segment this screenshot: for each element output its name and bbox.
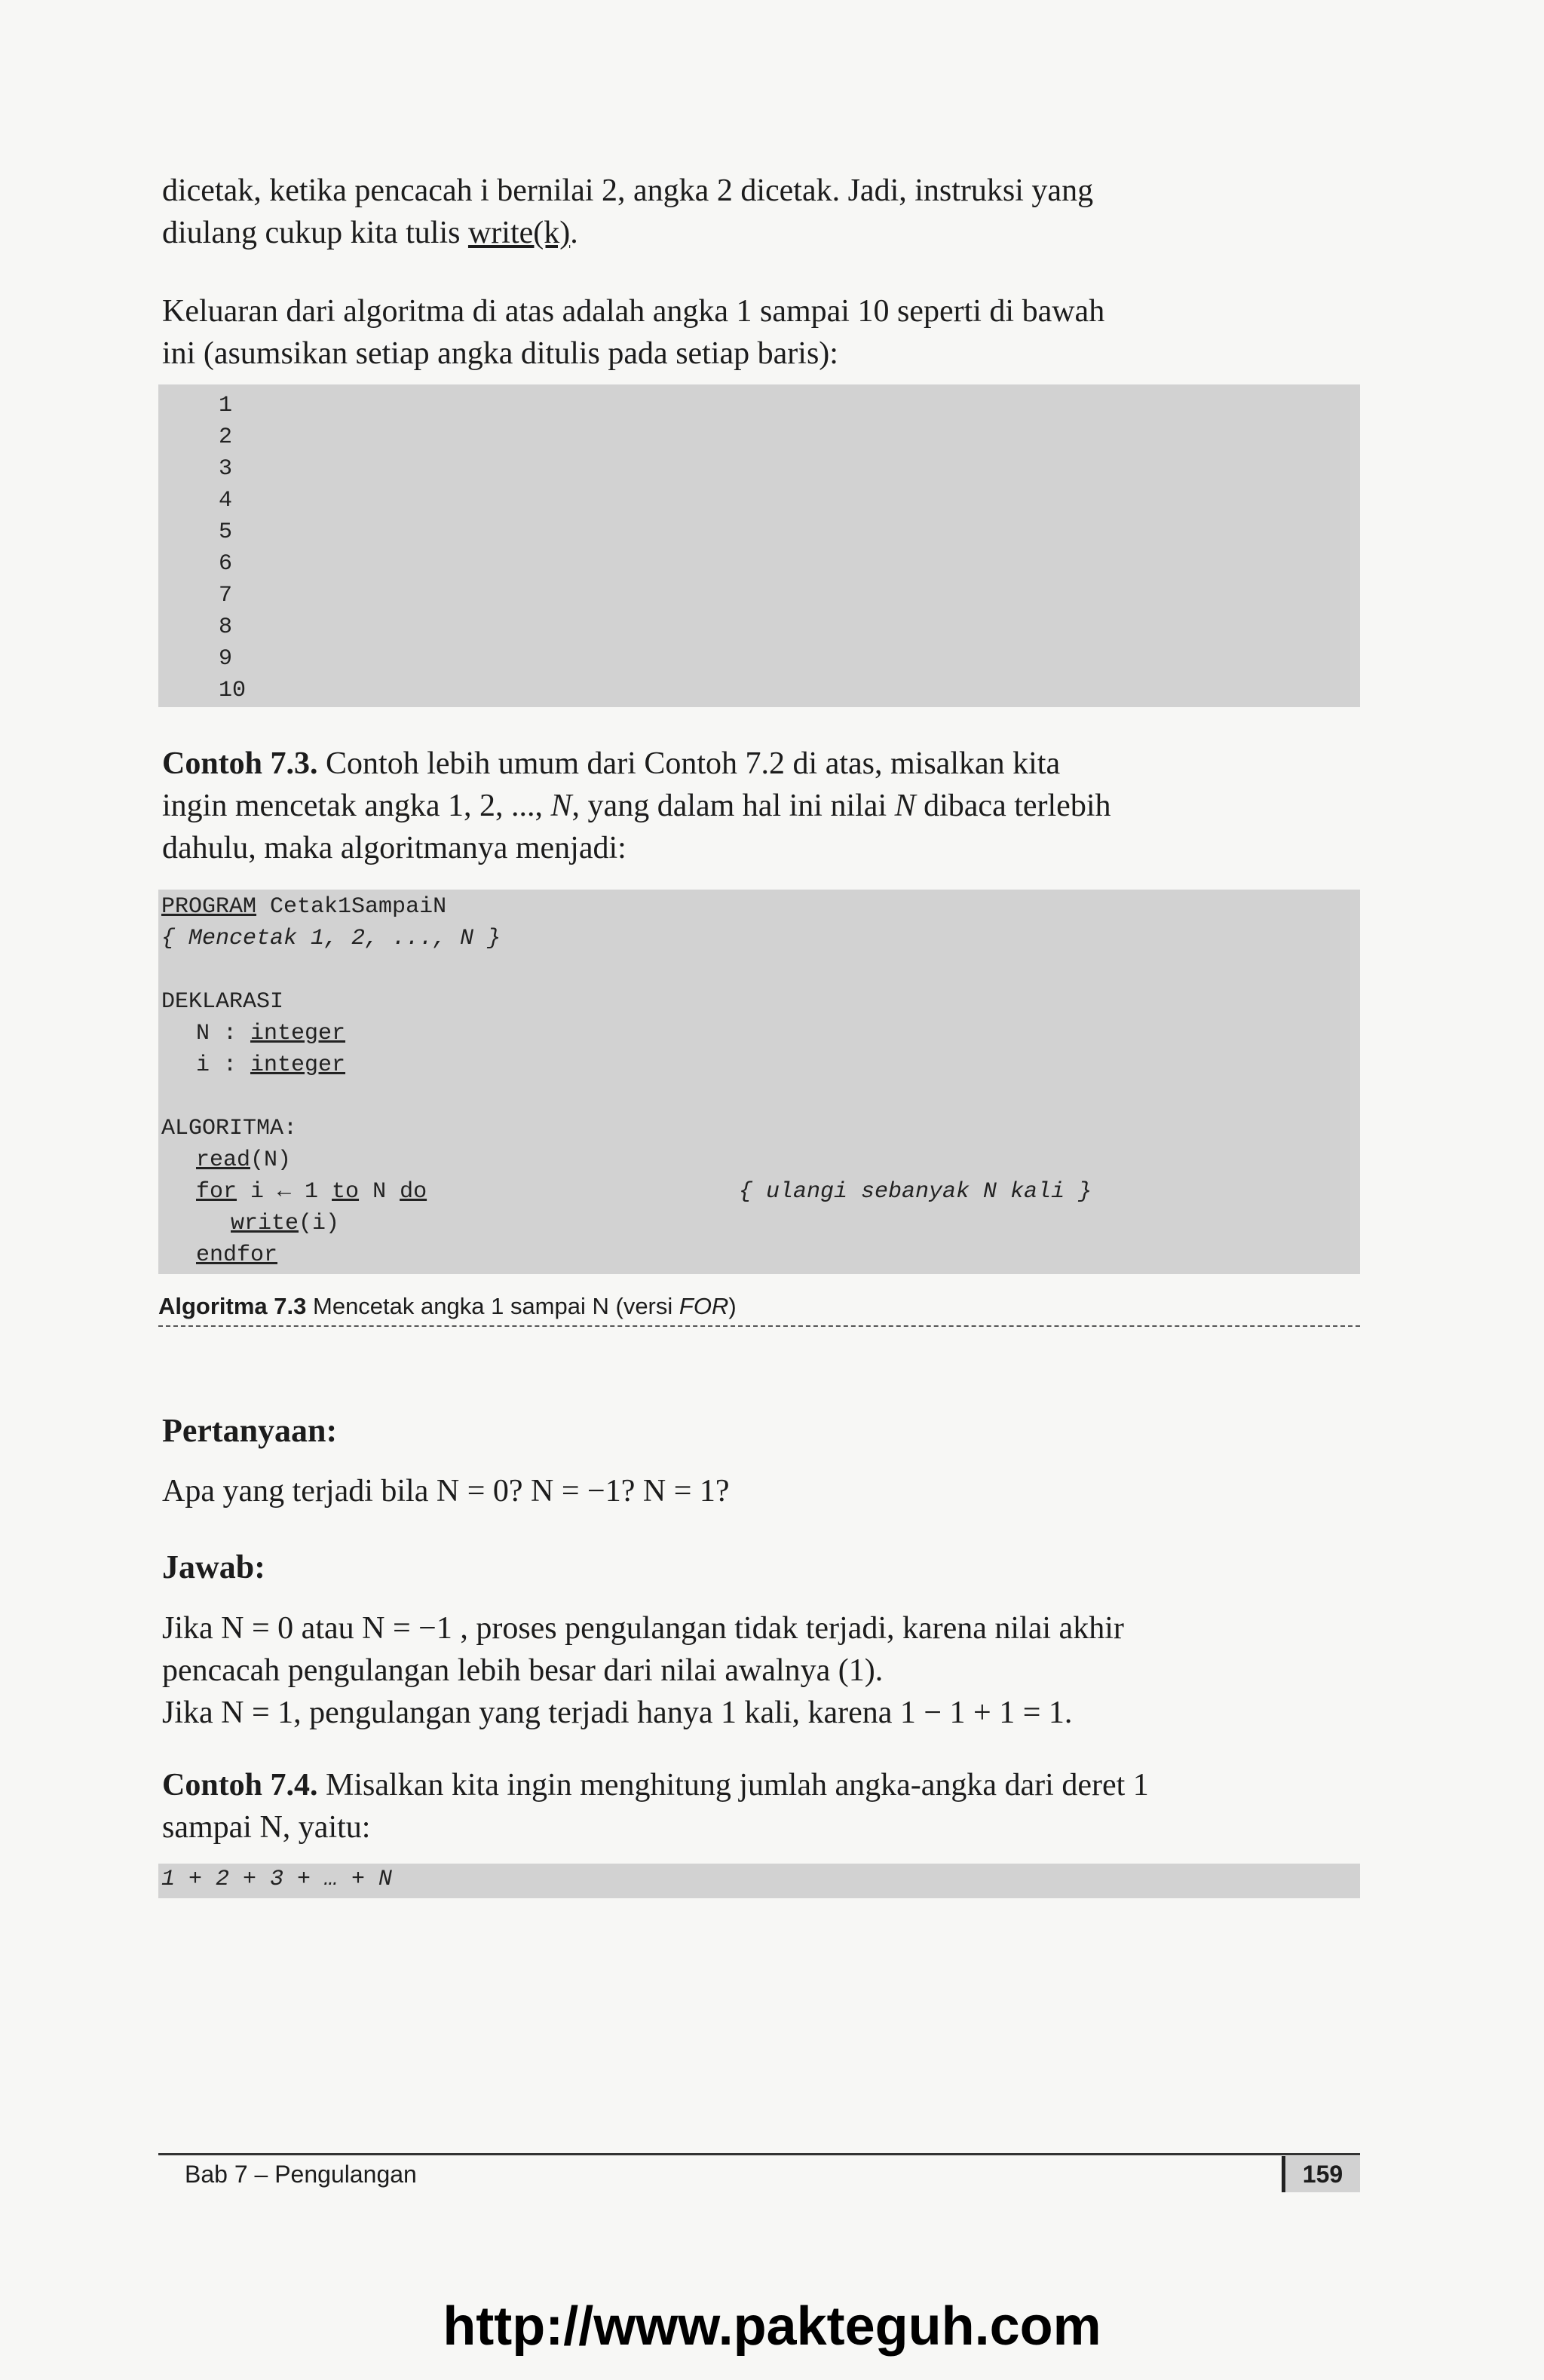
- output-intro-line1: Keluaran dari algoritma di atas adalah angka 1 sampai 10 seperti di bawah: [162, 294, 1105, 329]
- output-line: 3: [219, 456, 233, 482]
- output-line: 2: [219, 424, 233, 450]
- variable-n: N: [550, 789, 572, 823]
- output-line: 8: [219, 614, 233, 640]
- output-line: 6: [219, 551, 233, 577]
- endfor-keyword: endfor: [196, 1242, 278, 1268]
- for-keyword: for: [196, 1179, 237, 1205]
- chapter-title: Bab 7 – Pengulangan: [185, 2161, 417, 2188]
- example-7-3-line2-b: , yang dalam hal ini nilai: [571, 789, 895, 823]
- answer-line1: Jika N = 0 atau N = −1 , proses pengulangan tidak terjadi, karena nilai akhir: [162, 1611, 1124, 1646]
- to-keyword: to: [332, 1179, 360, 1205]
- answer-heading: Jawab:: [162, 1548, 265, 1585]
- deklarasi-keyword: DEKLARASI: [161, 989, 284, 1015]
- for-comment: { ulangi sebanyak N kali }: [739, 1179, 1092, 1205]
- page-number: 159: [1282, 2156, 1360, 2192]
- declaration-i-name: i :: [196, 1052, 251, 1078]
- footer-divider: [158, 2153, 1360, 2155]
- top-paragraph: [162, 170, 1353, 254]
- read-keyword: read: [196, 1147, 251, 1173]
- read-statement: [161, 1144, 1360, 1176]
- example-7-3-text: [162, 743, 1353, 869]
- question-heading: Pertanyaan:: [162, 1412, 338, 1449]
- algorithm-caption: [158, 1293, 737, 1320]
- for-range: i ← 1: [237, 1179, 332, 1205]
- example-7-3-label: Contoh 7.3.: [162, 746, 318, 781]
- output-line: 10: [219, 678, 247, 703]
- program-keyword: PROGRAM: [161, 894, 257, 920]
- declaration-n: [161, 1018, 1360, 1049]
- read-args: (N): [250, 1147, 292, 1173]
- output-code-box: [158, 384, 1360, 707]
- for-statement: [161, 1176, 1360, 1208]
- answer-line2: pencacah pengulangan lebih besar dari nilai awalnya (1).: [162, 1653, 884, 1688]
- series-formula: 1 + 2 + 3 + … + N: [161, 1867, 393, 1892]
- caption-text: Mencetak angka 1 sampai N (versi: [306, 1293, 679, 1319]
- example-7-3-line2-c: dibaca terlebih: [915, 789, 1111, 823]
- declaration-i-type: integer: [250, 1052, 346, 1078]
- program-line: [161, 891, 1360, 923]
- answer-text: [162, 1607, 1353, 1734]
- declaration-n-type: integer: [250, 1021, 346, 1046]
- example-7-4-label: Contoh 7.4.: [162, 1768, 318, 1803]
- declaration-i: [161, 1049, 1360, 1081]
- example-7-4-line2: sampai N, yaitu:: [162, 1810, 371, 1845]
- program-comment: { Mencetak 1, 2, ..., N }: [161, 926, 501, 951]
- example-7-4-line1: Misalkan kita ingin menghitung jumlah angka-angka dari deret 1: [317, 1768, 1149, 1803]
- write-statement: [161, 1208, 1360, 1239]
- output-line: 5: [219, 519, 233, 545]
- blank-line: [161, 954, 1360, 986]
- example-7-3-line1: Contoh lebih umum dari Contoh 7.2 di atas, misalkan kita: [317, 746, 1061, 781]
- write-args: (i): [299, 1211, 340, 1236]
- top-paragraph-line1: dicetak, ketika pencacah i bernilai 2, angka 2 dicetak. Jadi, instruksi yang: [162, 173, 1094, 208]
- algoritma-keyword: ALGORITMA:: [161, 1116, 298, 1141]
- caption-close: ): [728, 1293, 737, 1319]
- output-line: 9: [219, 646, 233, 672]
- variable-n: N: [894, 789, 916, 823]
- top-paragraph-line2-suffix: .: [570, 216, 578, 250]
- output-line: 4: [219, 488, 233, 513]
- example-7-4-text: [162, 1764, 1353, 1849]
- caption-for-word: FOR: [679, 1293, 729, 1319]
- series-code-box: [158, 1864, 1360, 1898]
- algorithm-code-box: [158, 890, 1360, 1274]
- example-7-3-line3: dahulu, maka algoritmanya menjadi:: [162, 831, 626, 865]
- endfor-statement: [161, 1239, 1360, 1271]
- output-line: 1: [219, 393, 233, 418]
- write-k-code: write(k): [467, 216, 571, 250]
- caption-label: Algoritma 7.3: [158, 1293, 307, 1319]
- top-paragraph-line2-prefix: diulang cukup kita tulis: [162, 216, 468, 250]
- answer-line3: Jika N = 1, pengulangan yang terjadi hanya 1 kali, karena 1 − 1 + 1 = 1.: [162, 1695, 1073, 1730]
- declaration-n-name: N :: [196, 1021, 251, 1046]
- program-name: Cetak1SampaiN: [256, 894, 447, 920]
- website-watermark: http://www.pakteguh.com: [443, 2296, 1101, 2357]
- do-keyword: do: [400, 1179, 427, 1205]
- caption-divider: [158, 1325, 1360, 1327]
- blank-line: [161, 1081, 1360, 1113]
- for-limit: N: [359, 1179, 400, 1205]
- write-keyword: write: [231, 1211, 299, 1236]
- question-text: Apa yang terjadi bila N = 0? N = −1? N = 1?: [162, 1474, 730, 1509]
- output-line: 7: [219, 583, 233, 608]
- output-intro: [162, 290, 1353, 375]
- output-intro-line2: ini (asumsikan setiap angka ditulis pada setiap baris):: [162, 336, 838, 371]
- example-7-3-line2-a: ingin mencetak angka 1, 2, ...,: [162, 789, 551, 823]
